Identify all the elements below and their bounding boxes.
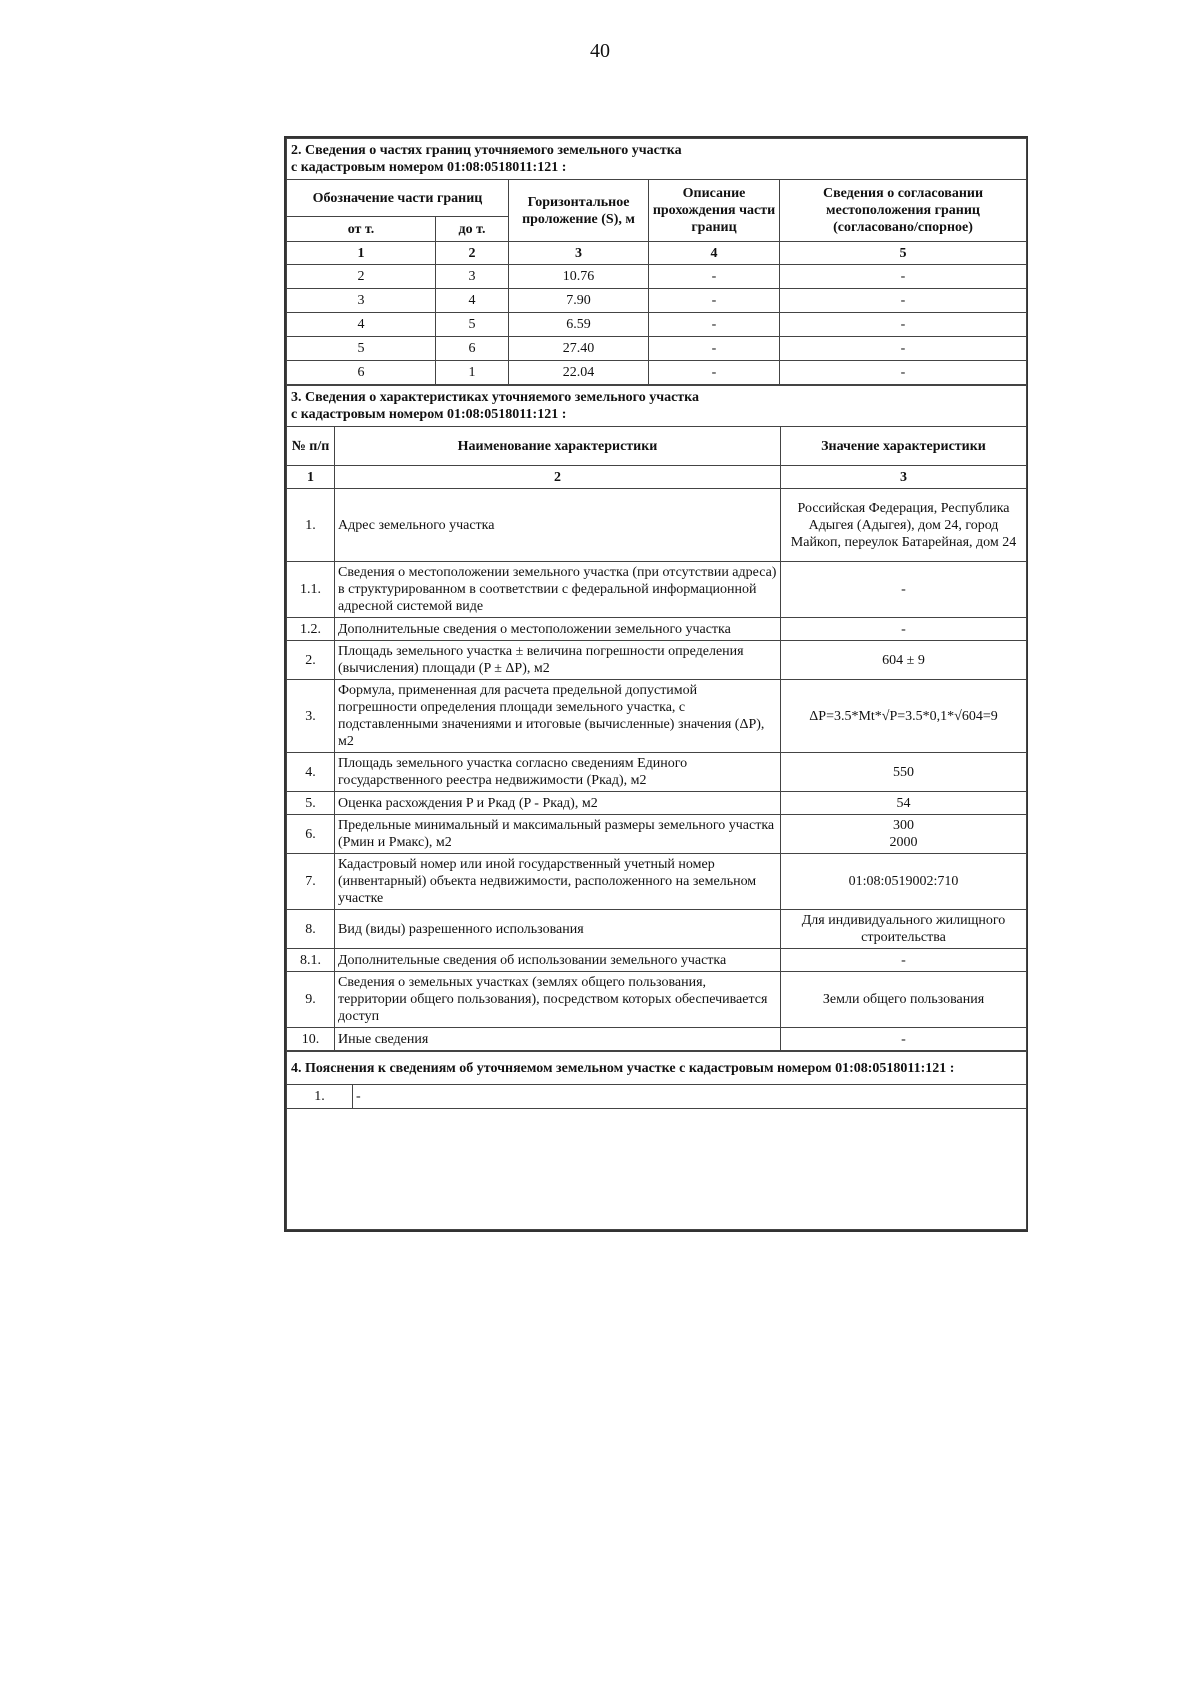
table-row [287,815,1027,854]
from-point: 4 [287,313,436,337]
table-row [287,289,1027,313]
value-max: 2000 [889,835,918,850]
table-row [287,680,1027,753]
table-row [287,562,1027,618]
characteristic-value: Земли общего пользования [781,972,1027,1028]
col-number: 2 [436,242,509,265]
characteristic-name: Дополнительные сведения об использовании земельного участка [335,949,781,972]
section4-title: 4. Пояснения к сведениям об уточняемом земельном участке с кадастровым номером 01:08:0518011:121 : [287,1052,1027,1085]
row-number: 1.2. [287,618,335,641]
cadastral-document [284,136,1028,1232]
header-from: от т. [287,217,436,242]
section3-table [286,385,1027,1051]
from-point: 3 [287,289,436,313]
agreement: - [780,337,1027,361]
description: - [649,313,780,337]
agreement: - [780,313,1027,337]
row-number: 1. [287,489,335,562]
description: - [649,361,780,385]
characteristic-name: Иные сведения [335,1028,781,1051]
table-row [287,489,1027,562]
characteristic-value: 604 ± 9 [781,641,1027,680]
col-number: 5 [780,242,1027,265]
header-description: Описание прохождения части границ [649,180,780,242]
from-point: 6 [287,361,436,385]
row-number: 3. [287,680,335,753]
col-number: 1 [287,242,436,265]
table-row [287,792,1027,815]
page-number: 40 [590,40,610,62]
row-number: 10. [287,1028,335,1051]
characteristic-name: Кадастровый номер или иной государственный учетный номер (инвентарный) объекта недвижимости, расположенного на земельном участке [335,854,781,910]
characteristic-name: Адрес земельного участка [335,489,781,562]
row-number: 1.1. [287,562,335,618]
characteristic-value: 54 [781,792,1027,815]
row-number: 1. [287,1085,353,1109]
characteristic-value: - [781,949,1027,972]
characteristic-value: 550 [781,753,1027,792]
characteristic-value: 01:08:0519002:710 [781,854,1027,910]
table-row [287,1028,1027,1051]
to-point: 5 [436,313,509,337]
row-number: 8.1. [287,949,335,972]
col-number: 3 [509,242,649,265]
table-row [287,854,1027,910]
section4-table [286,1051,1027,1230]
explanation-text: - [353,1085,1027,1109]
row-number: 2. [287,641,335,680]
header-agreement: Сведения о согласовании местоположения границ (согласовано/спорное) [780,180,1027,242]
agreement: - [780,265,1027,289]
from-point: 2 [287,265,436,289]
section2-title: 2. Сведения о частях границ уточняемого земельного участка с кадастровым номером 01:08:0518011:121 : [287,139,1027,180]
characteristic-name: Площадь земельного участка ± величина погрешности определения (вычисления) площади (P ± ΔP), м2 [335,641,781,680]
row-number: 5. [287,792,335,815]
characteristic-value: - [781,618,1027,641]
characteristic-name: Сведения о земельных участках (землях общего пользования, территории общего пользования), посредством которых обеспечивается доступ [335,972,781,1028]
table-row [287,972,1027,1028]
table-row [287,949,1027,972]
blank-cell [287,1109,1027,1230]
row-number: 7. [287,854,335,910]
row-number: 8. [287,910,335,949]
header-num: № п/п [287,427,335,466]
header-value: Значение характеристики [781,427,1027,466]
description: - [649,265,780,289]
horizontal-distance: 7.90 [509,289,649,313]
table-row [287,313,1027,337]
characteristic-name: Сведения о местоположении земельного участка (при отсутствии адреса) в структурированном в соответствии с федеральной информационной адресной системой виде [335,562,781,618]
characteristic-name: Площадь земельного участка согласно сведениям Единого государственного реестра недвижимости (Ркад), м2 [335,753,781,792]
table-row [287,265,1027,289]
col-number: 3 [781,466,1027,489]
from-point: 5 [287,337,436,361]
characteristic-name: Дополнительные сведения о местоположении земельного участка [335,618,781,641]
horizontal-distance: 27.40 [509,337,649,361]
characteristic-name: Предельные минимальный и максимальный размеры земельного участка (Рмин и Рмакс), м2 [335,815,781,854]
table-row [287,910,1027,949]
characteristic-value: ΔP=3.5*Mt*√P=3.5*0,1*√604=9 [781,680,1027,753]
horizontal-distance: 6.59 [509,313,649,337]
to-point: 4 [436,289,509,313]
section3-title: 3. Сведения о характеристиках уточняемого земельного участка с кадастровым номером 01:08:0518011:121 : [287,386,1027,427]
to-point: 3 [436,265,509,289]
characteristic-name: Формула, примененная для расчета предельной допустимой погрешности определения площади земельного участка, с подставленными значениями и итоговые (вычисленные) значения (ΔP), м2 [335,680,781,753]
agreement: - [780,289,1027,313]
characteristic-value: Для индивидуального жилищного строительства [781,910,1027,949]
table-row [287,337,1027,361]
row-number: 6. [287,815,335,854]
col-number: 4 [649,242,780,265]
section2-table [286,138,1027,385]
table-row [287,753,1027,792]
characteristic-value: Российская Федерация, Республика Адыгея (Адыгея), дом 24, город Майкоп, переулок Батарейная, дом 24 [781,489,1027,562]
agreement: - [780,361,1027,385]
to-point: 6 [436,337,509,361]
to-point: 1 [436,361,509,385]
col-number: 1 [287,466,335,489]
table-row [287,361,1027,385]
value-min: 300 [893,818,915,833]
header-to: до т. [436,217,509,242]
table-row [287,1085,1027,1109]
characteristic-name: Оценка расхождения P и Ркад (P - Ркад), м2 [335,792,781,815]
characteristic-value: - [781,562,1027,618]
horizontal-distance: 10.76 [509,265,649,289]
table-row [287,618,1027,641]
table-row [287,641,1027,680]
header-designation: Обозначение части границ [287,180,509,217]
description: - [649,289,780,313]
row-number: 9. [287,972,335,1028]
blank-area [287,1109,1027,1230]
horizontal-distance: 22.04 [509,361,649,385]
characteristic-name: Вид (виды) разрешенного использования [335,910,781,949]
header-name: Наименование характеристики [335,427,781,466]
row-number: 4. [287,753,335,792]
col-number: 2 [335,466,781,489]
description: - [649,337,780,361]
header-horizontal: Горизонтальное проложение (S), м [509,180,649,242]
characteristic-value: - [781,1028,1027,1051]
characteristic-value [781,815,1027,854]
